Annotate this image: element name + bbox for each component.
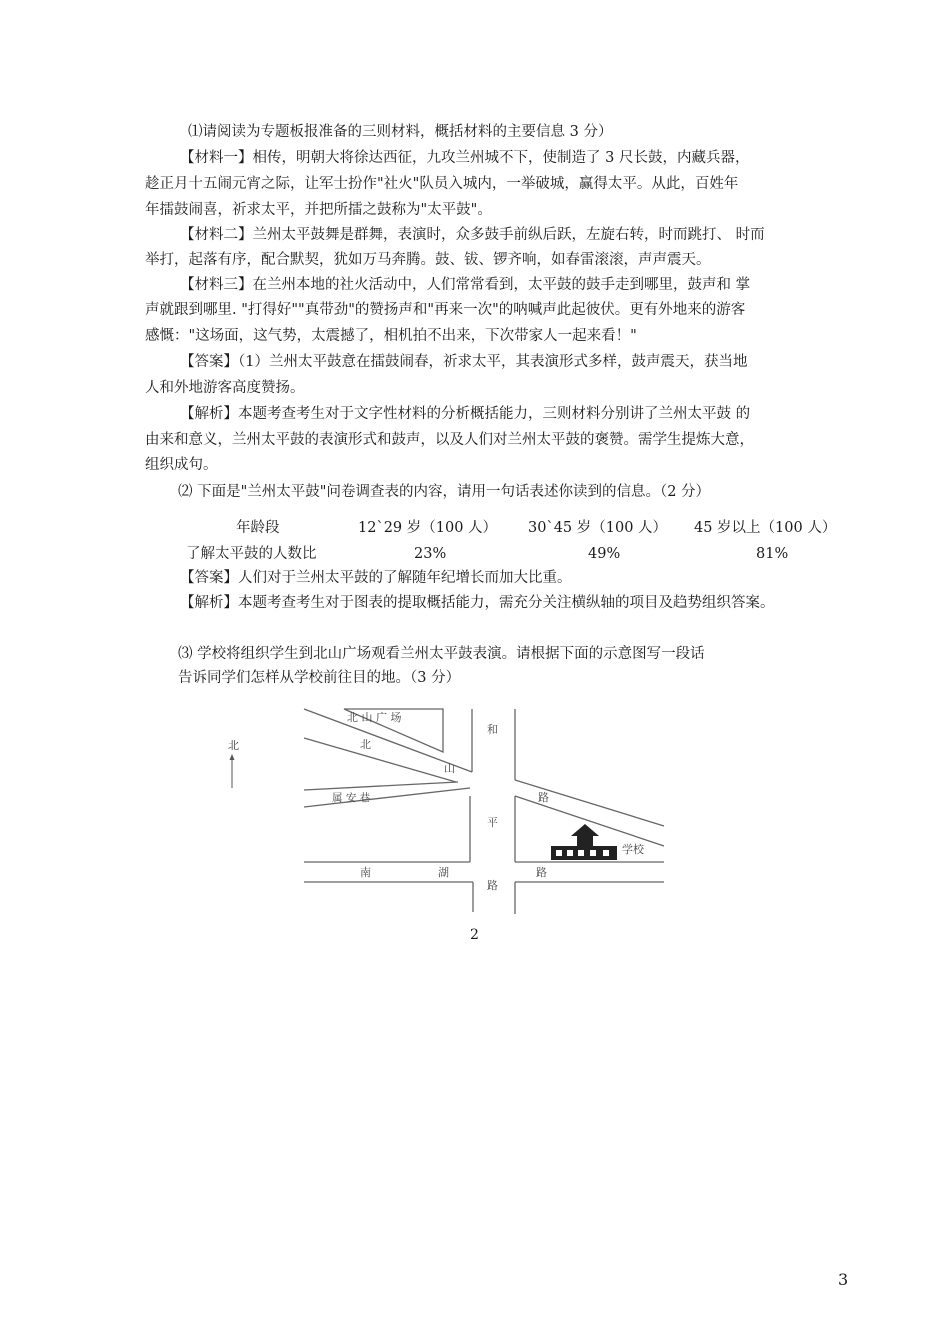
lane-upper-edge xyxy=(304,782,458,790)
survey-value-group-2: 49% xyxy=(588,546,621,562)
north-label: 北 xyxy=(228,739,239,752)
material-1-line-1: 【材料一】相传，明朝大将徐达西征，九攻兰州城不下，使制造了 3 尺长鼓，内藏兵器， xyxy=(180,150,750,166)
survey-value-group-1: 23% xyxy=(414,546,447,562)
nanhu-road-lu-label: 路 xyxy=(536,866,547,879)
survey-header-group-1: 12`29 岁（100 人） xyxy=(358,520,498,536)
page-number: 3 xyxy=(838,1270,849,1289)
material-3-line-1: 【材料三】在兰州本地的社火活动中，人们常常看到，太平鼓的鼓手走到哪里，鼓声和 掌 xyxy=(180,277,751,293)
survey-value-group-3: 81% xyxy=(756,546,789,562)
figure-number: 2 xyxy=(470,927,479,943)
beishan-road-bei-label: 北 xyxy=(360,738,371,751)
answer-2: 【答案】人们对于兰州太平鼓的了解随年纪增长而加大比重。 xyxy=(180,570,572,586)
explanation-1-line-3: 组织成句。 xyxy=(145,457,218,473)
material-2-line-1: 【材料二】兰州太平鼓舞是群舞，表演时，众多鼓手前纵后跃，左旋右转，时而跳打、 时而 xyxy=(180,227,765,243)
question-3-line-2: 告诉同学们怎样从学校前往目的地。（3 分） xyxy=(178,670,461,686)
survey-row-label: 了解太平鼓的人数比 xyxy=(186,546,317,562)
school-icon xyxy=(551,824,617,860)
lane-label: 属 安 巷 xyxy=(332,792,371,804)
survey-header-group-2: 30`45 岁（100 人） xyxy=(528,520,668,536)
explanation-1-line-2: 由来和意义，兰州太平鼓的表演形式和鼓声，以及人们对兰州太平鼓的褒赞。需学生提炼大意， xyxy=(145,432,754,448)
heping-road-ping-label: 平 xyxy=(487,816,498,829)
nanhu-road-hu-label: 湖 xyxy=(438,866,449,879)
school-label: 学校 xyxy=(622,843,644,856)
explanation-2: 【解析】本题考查考生对于图表的提取概括能力，需充分关注横纵轴的项目及趋势组织答案。 xyxy=(180,595,775,611)
material-3-line-2: 声就跟到哪里. "打得好""真带劲"的赞扬声和"再来一次"的呐喊声此起彼伏。更有外地来的游客 xyxy=(145,302,746,318)
east-road-lu-label: 路 xyxy=(538,791,549,804)
explanation-1-line-1: 【解析】本题考查考生对于文字性材料的分析概括能力，三则材料分别讲了兰州太平鼓 的 xyxy=(180,406,751,422)
north-arrowhead-icon xyxy=(230,754,235,760)
route-map xyxy=(220,700,680,925)
nanhu-road-nan-label: 南 xyxy=(360,866,371,879)
survey-header-age: 年龄段 xyxy=(236,520,280,536)
survey-header-group-3: 45 岁以上（100 人） xyxy=(694,520,837,536)
material-3-line-3: 感慨："这场面，这气势，太震撼了，相机拍不出来，下次带家人一起来看！" xyxy=(145,328,637,344)
question-2: ⑵ 下面是"兰州太平鼓"问卷调查表的内容，请用一句话表述你读到的信息。（2 分） xyxy=(178,484,711,500)
material-2-line-2: 举打，起落有序，配合默契，犹如万马奔腾。鼓、钹、锣齐响，如春雷滚滚，声声震天。 xyxy=(145,252,711,268)
answer-1-line-2: 人和外地游客高度赞扬。 xyxy=(145,380,305,396)
material-1-line-3: 年擂鼓闹喜，祈求太平，并把所擂之鼓称为"太平鼓"。 xyxy=(145,202,492,218)
answer-1-line-1: 【答案】（1）兰州太平鼓意在擂鼓闹春，祈求太平，其表演形式多样，鼓声震天，获当地 xyxy=(180,354,748,370)
beishan-road-lower-edge xyxy=(304,738,456,782)
heping-road-lu-label: 路 xyxy=(487,879,498,892)
material-1-line-2: 趁正月十五闹元宵之际，让军士扮作"社火"队员入城内，一举破城，赢得太平。从此，百姓年 xyxy=(145,176,739,192)
lane-lower-edge xyxy=(304,788,470,807)
beishan-road-shan-label: 山 xyxy=(444,762,455,775)
heping-road-he-label: 和 xyxy=(487,723,498,736)
question-1: ⑴请阅读为专题板报准备的三则材料，概括材料的主要信息 3 分） xyxy=(188,124,613,140)
beishan-square-label: 北 山 广 场 xyxy=(347,711,402,724)
question-3-line-1: ⑶ 学校将组织学生到北山广场观看兰州太平鼓表演。请根据下面的示意图写一段话 xyxy=(178,646,705,662)
